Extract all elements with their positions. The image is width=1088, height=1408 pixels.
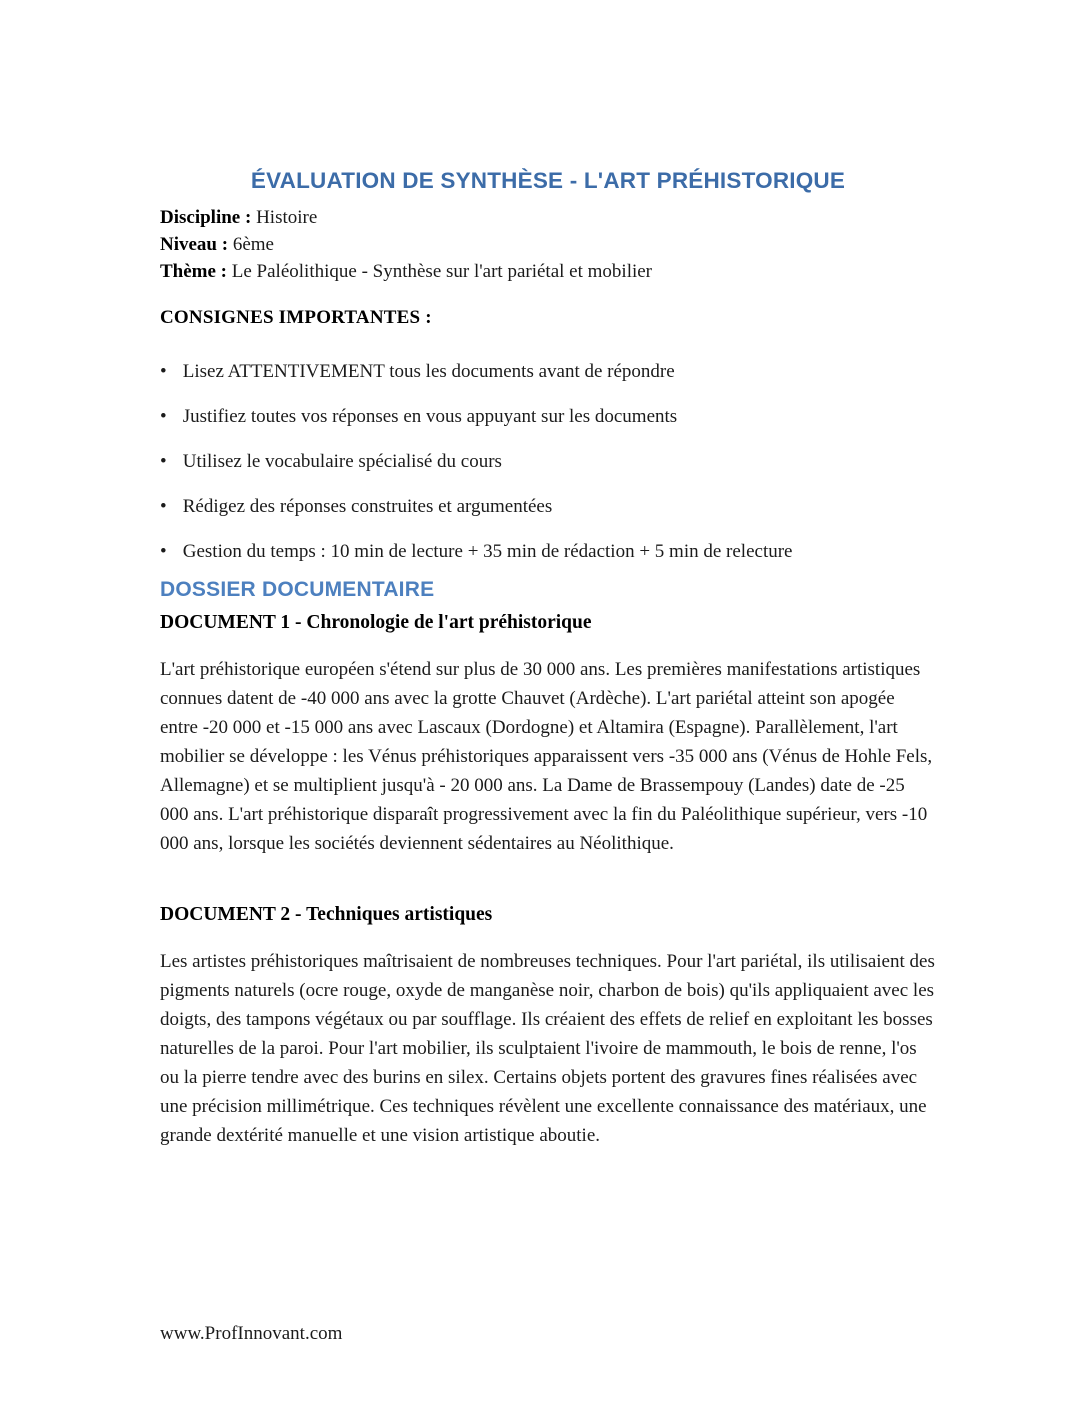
consigne-item-5	[160, 537, 936, 566]
document-2-body: Les artistes préhistoriques maîtrisaient de nombreuses techniques. Pour l'art pariétal, ils utilisaient des pigments naturels (ocre rouge, oxyde de manganèse noir, charbon de bois) qu'ils appliquaient avec les doigts, des tampons végétaux ou par soufflage. Ils créaient des effets de relief en exploitant les bosses naturelles de la paroi. Pour l'art mobilier, ils sculptaient l'ivoire de mammouth, le bois de renne, l'os ou la pierre tendre avec des burins en silex. Certains objets portent des gravures fines réalisées avec une précision millimétrique. Ces techniques révèlent une excellente connaissance des matériaux, une grande dextérité manuelle et une vision artistique aboutie.	[160, 951, 935, 1146]
meta-label-theme: Thème :	[160, 261, 228, 282]
meta-line-theme	[160, 258, 936, 285]
meta-label-niveau: Niveau :	[160, 234, 229, 255]
consigne-item-3	[160, 447, 936, 476]
metadata-block	[160, 204, 936, 285]
bullet-icon: •	[160, 406, 167, 427]
consigne-text-2: Justifiez toutes vos réponses en vous appuyant sur les documents	[182, 406, 678, 427]
bullet-icon: •	[160, 496, 167, 517]
consigne-text-5: Gestion du temps : 10 min de lecture + 35 min de rédaction + 5 min de relecture	[182, 541, 793, 562]
meta-value-niveau: 6ème	[232, 234, 274, 255]
bullet-icon: •	[160, 361, 167, 382]
consigne-item-4	[160, 492, 936, 521]
consignes-heading: CONSIGNES IMPORTANTES :	[160, 307, 432, 328]
meta-value-theme: Le Paléolithique - Synthèse sur l'art pariétal et mobilier	[231, 261, 653, 282]
bullet-icon: •	[160, 541, 167, 562]
consigne-text-3: Utilisez le vocabulaire spécialisé du cours	[182, 451, 502, 472]
document-1-body: L'art préhistorique européen s'étend sur plus de 30 000 ans. Les premières manifestations artistiques connues datent de -40 000 ans avec la grotte Chauvet (Ardèche). L'art pariétal atteint son apogée entre -20 000 et -15 000 ans avec Lascaux (Dordogne) et Altamira (Espagne). Parallèlement, l'art mobilier se développe : les Vénus préhistoriques apparaissent vers -35 000 ans (Vénus de Hohle Fels, Allemagne) et se multiplient jusqu'à - 20 000 ans. La Dame de Brassempouy (Landes) date de -25 000 ans. L'art préhistorique disparaît progressivement avec la fin du Paléolithique supérieur, vers -10 000 ans, lorsque les sociétés deviennent sédentaires au Néolithique.	[160, 659, 933, 854]
consigne-item-1	[160, 357, 936, 386]
document-2-title: DOCUMENT 2 - Techniques artistiques	[160, 904, 493, 925]
meta-label-discipline: Discipline :	[160, 207, 252, 228]
consigne-text-4: Rédigez des réponses construites et argumentées	[182, 496, 553, 517]
footer-url: www.ProfInnovant.com	[160, 1323, 343, 1344]
page-title: ÉVALUATION DE SYNTHÈSE - L'ART PRÉHISTORIQUE	[250, 168, 846, 193]
meta-line-niveau	[160, 231, 936, 258]
document-1-title: DOCUMENT 1 - Chronologie de l'art préhistorique	[160, 612, 592, 633]
consigne-text-1: Lisez ATTENTIVEMENT tous les documents avant de répondre	[182, 361, 675, 382]
dossier-heading: DOSSIER DOCUMENTAIRE	[160, 578, 435, 601]
consigne-item-2	[160, 402, 936, 431]
bullet-icon: •	[160, 451, 167, 472]
meta-line-discipline	[160, 204, 936, 231]
meta-value-discipline: Histoire	[256, 207, 318, 228]
